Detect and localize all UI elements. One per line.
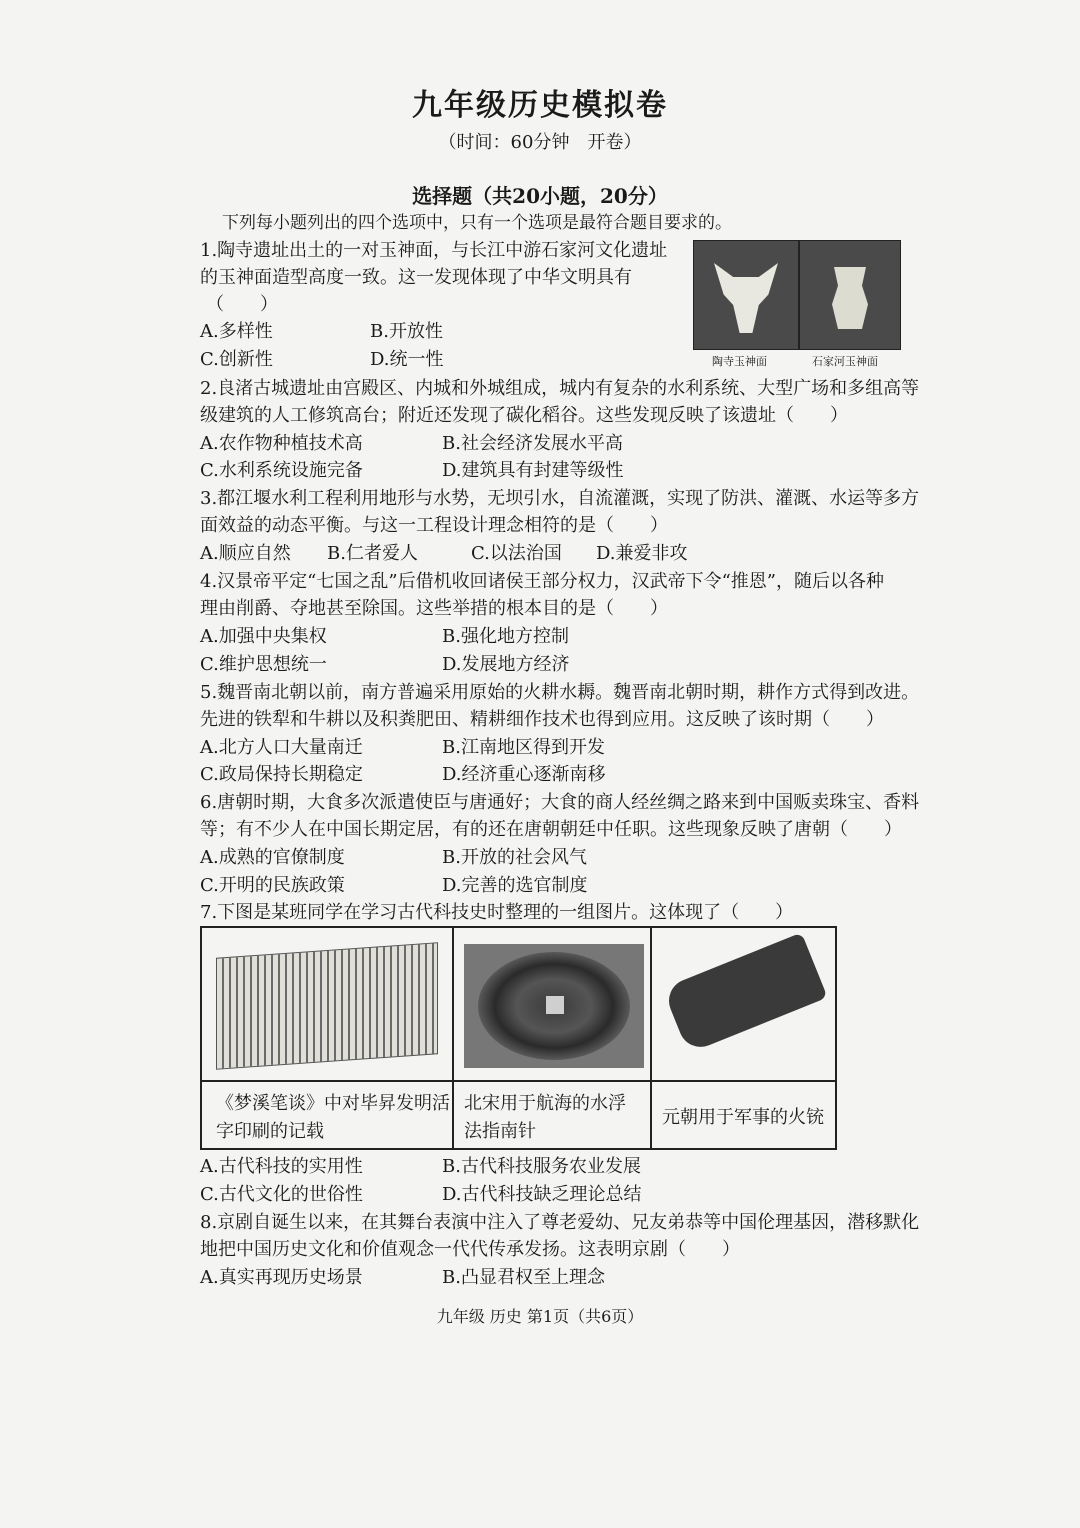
q2-option-d: D.建筑具有封建等级性	[442, 460, 624, 481]
water-compass-photo	[454, 928, 650, 1080]
q6-option-d: D.完善的选官制度	[442, 875, 588, 896]
q4-option-c: C.维护思想统一	[200, 654, 327, 675]
shijiahe-jade-mask-photo	[799, 240, 901, 350]
q6-option-a: A.成熟的官僚制度	[200, 847, 345, 868]
exam-subtitle: （时间：60分钟 开卷）	[438, 132, 642, 153]
q7-option-c: C.古代文化的世俗性	[200, 1184, 363, 1205]
q3-line-2: 面效益的动态平衡。与这一工程设计理念相符的是（ ）	[200, 515, 668, 536]
q2-option-c: C.水利系统设施完备	[200, 460, 363, 481]
q3-option-a: A.顺应自然	[200, 543, 291, 564]
q3-line-1: 3.都江堰水利工程利用地形与水势，无坝引水，自流灌溉，实现了防洪、灌溉、水运等多方	[200, 488, 920, 509]
q2-line-2: 级建筑的人工修筑高台；附近还发现了碳化稻谷。这些发现反映了该遗址（ ）	[200, 405, 848, 426]
q1-line-2: 的玉神面造型高度一致。这一发现体现了中华文明具有	[200, 267, 632, 288]
q2-option-b: B.社会经济发展水平高	[442, 433, 623, 454]
q4-option-a: A.加强中央集权	[200, 626, 327, 647]
page-footer: 九年级 历史 第1页（共6页）	[436, 1307, 644, 1326]
q1-line-1: 1.陶寺遗址出土的一对玉神面，与长江中游石家河文化遗址	[200, 240, 668, 261]
q1-option-d: D.统一性	[370, 349, 444, 370]
q5-line-1: 5.魏晋南北朝以前，南方普遍采用原始的火耕水耨。魏晋南北朝时期，耕作方式得到改进。	[200, 682, 920, 703]
q1-option-b: B.开放性	[370, 321, 443, 342]
q7-image-table	[200, 926, 837, 1150]
q5-option-c: C.政局保持长期稳定	[200, 764, 363, 785]
q6-option-b: B.开放的社会风气	[442, 847, 587, 868]
q6-line-1: 6.唐朝时期，大食多次派遣使臣与唐通好；大食的商人经丝绸之路来到中国贩卖珠宝、香料	[200, 792, 920, 813]
q8-line-1: 8.京剧自诞生以来，在其舞台表演中注入了尊老爱幼、兄友弟恭等中国伦理基因，潜移默化	[200, 1212, 920, 1233]
q5-line-2: 先进的铁犁和牛耕以及积粪肥田、精耕细作技术也得到应用。这反映了该时期（ ）	[200, 709, 884, 730]
q8-line-2: 地把中国历史文化和价值观念一代代传承发扬。这表明京剧（ ）	[200, 1239, 740, 1260]
q1-caption-taosi: 陶寺玉神面	[712, 355, 767, 368]
q5-option-d: D.经济重心逐渐南移	[442, 764, 606, 785]
q7-caption-1-line-2: 字印刷的记载	[216, 1121, 324, 1142]
q2-line-1: 2.良渚古城遗址由宫殿区、内城和外城组成，城内有复杂的水利系统、大型广场和多组高等	[200, 378, 920, 399]
instructions: 下列每小题列出的四个选项中，只有一个选项是最符合题目要求的。	[222, 213, 732, 233]
q3-option-d: D.兼爱非攻	[596, 543, 688, 564]
q3-option-c: C.以法治国	[471, 543, 562, 564]
q7-caption-3: 元朝用于军事的火铳	[662, 1107, 824, 1128]
q8-option-a: A.真实再现历史场景	[200, 1267, 363, 1288]
q7-option-b: B.古代科技服务农业发展	[442, 1156, 641, 1177]
q7-line-1: 7.下图是某班同学在学习古代科技史时整理的一组图片。这体现了（ ）	[200, 902, 794, 923]
q1-line-3: （ ）	[206, 294, 278, 315]
q4-option-b: B.强化地方控制	[442, 626, 569, 647]
q1-option-c: C.创新性	[200, 349, 273, 370]
q8-option-b: B.凸显君权至上理念	[442, 1267, 605, 1288]
q7-caption-2-line-1: 北宋用于航海的水浮	[464, 1093, 626, 1114]
taosi-jade-mask-photo	[693, 240, 799, 350]
q1-option-a: A.多样性	[200, 321, 273, 342]
q7-caption-1-line-1: 《梦溪笔谈》中对毕昇发明活	[216, 1093, 450, 1114]
q4-option-d: D.发展地方经济	[442, 654, 570, 675]
yuan-fire-lance-photo	[652, 928, 835, 1080]
q4-line-2: 理由削爵、夺地甚至除国。这些举措的根本目的是（ ）	[200, 598, 668, 619]
section-title: 选择题（共20小题，20分）	[412, 184, 668, 208]
q7-caption-2-line-2: 法指南针	[464, 1121, 536, 1142]
mengxi-bitan-book-photo	[202, 928, 452, 1080]
q7-option-d: D.古代科技缺乏理论总结	[442, 1184, 642, 1205]
q5-option-a: A.北方人口大量南迁	[200, 737, 363, 758]
q7-option-a: A.古代科技的实用性	[200, 1156, 363, 1177]
q4-line-1: 4.汉景帝平定“七国之乱”后借机收回诸侯王部分权力，汉武帝下令“推恩”，随后以各种	[200, 571, 884, 592]
q2-option-a: A.农作物种植技术高	[200, 433, 363, 454]
q6-option-c: C.开明的民族政策	[200, 875, 345, 896]
q5-option-b: B.江南地区得到开发	[442, 737, 605, 758]
q1-caption-shijiahe: 石家河玉神面	[812, 355, 878, 368]
q6-line-2: 等；有不少人在中国长期定居，有的还在唐朝朝廷中任职。这些现象反映了唐朝（ ）	[200, 819, 902, 840]
page-title: 九年级历史模拟卷	[412, 88, 668, 123]
q3-option-b: B.仁者爱人	[327, 543, 418, 564]
